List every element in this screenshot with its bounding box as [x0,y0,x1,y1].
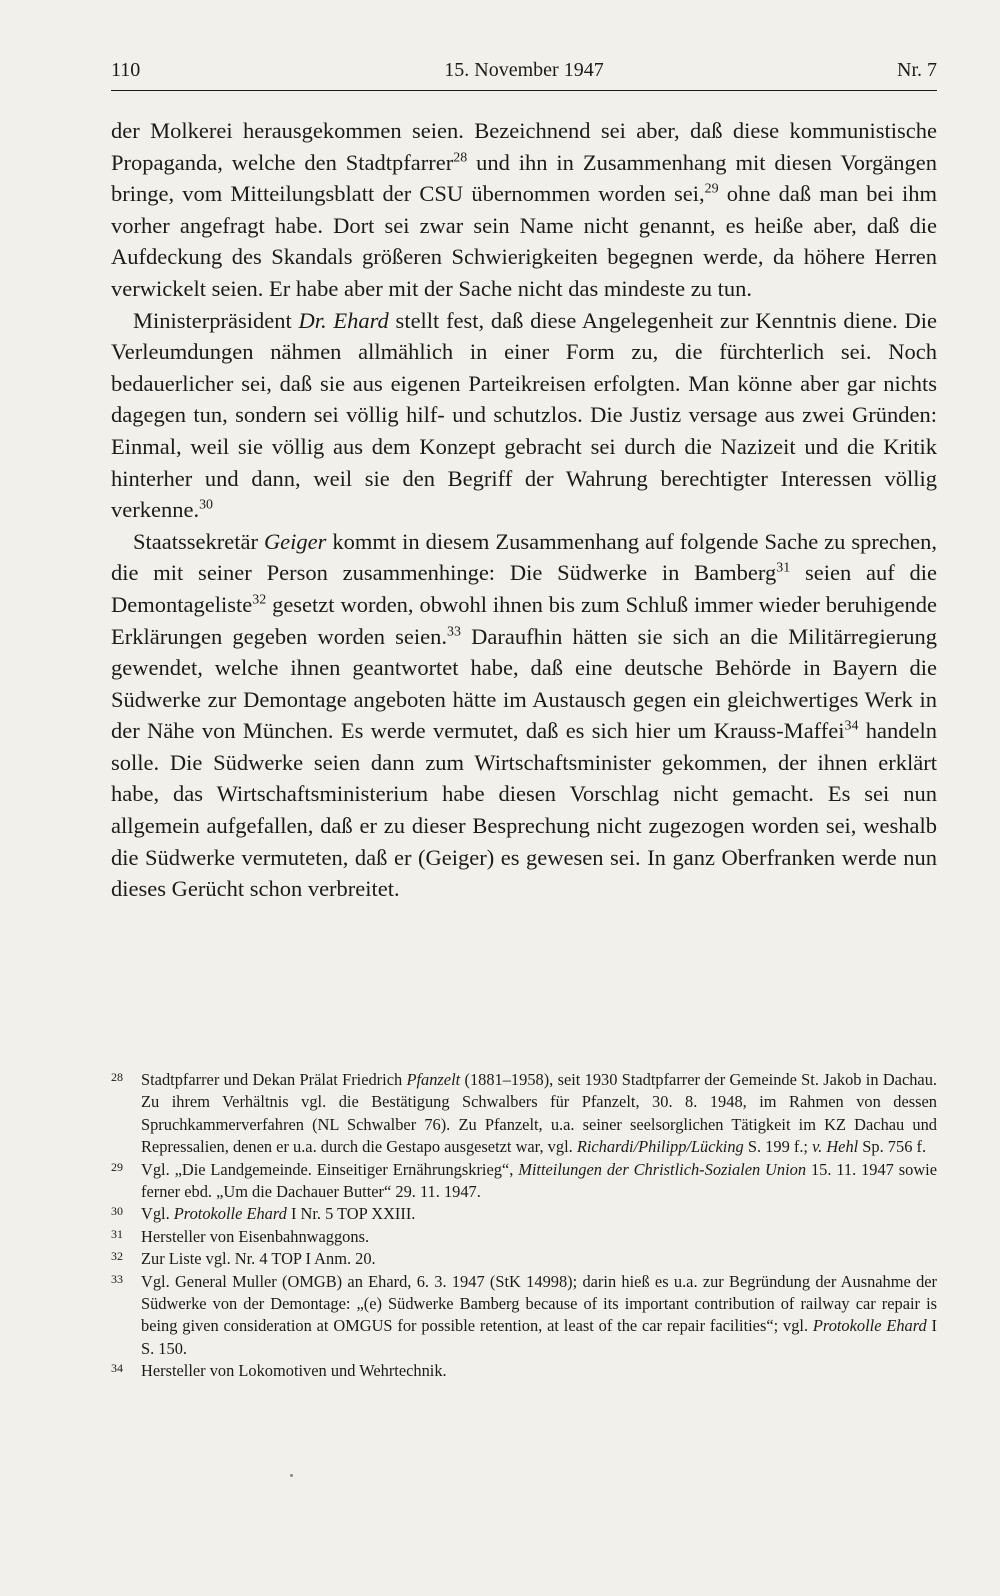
text-run: Daraufhin hätten sie sich an die Militärregierung gewendet, welche ihnen geantwortet habe, daß eine deutsche Behörde in Bayern die Südwerke zur Demontage angeboten hätte im Austausch gegen ein gleichwertiges Werk in der Nähe von München. Es werde vermutet, daß es sich hier um Krauss-Maffei [111,623,937,744]
footnote-number: 32 [111,1249,123,1264]
paragraph-1 [111,115,937,305]
citation-author: v. Hehl [812,1137,859,1157]
text-run: I S. 150. [141,1316,938,1358]
footnote-number: 29 [111,1159,123,1174]
text-run: gesetzt worden, obwohl ihnen bis zum Schluß immer wieder beruhigende Erklärungen gegeben worden seien. [111,591,937,649]
main-text [111,115,937,905]
text-run: kommt in diesem Zusammenhang auf folgende Sache zu sprechen, die mit seiner Person zusammenhinge: Die Südwerke in Bamberg [111,528,937,586]
text-run: Sp. 756 f. [858,1137,927,1157]
footnote-number: 28 [111,1070,123,1084]
text-run: S. 199 f.; [743,1137,813,1157]
text-run: 15. 11. 1947 sowie ferner ebd. „Um die Dachauer Butter“ 29. 11. 1947. [141,1159,938,1202]
text-run: ohne daß man bei ihm vorher angefragt habe. Dort sei zwar sein Name nicht genannt, es heiße aber, daß die Aufdeckung des Skandals größeren Schwierigkeiten begegnen werde, da höhere Herren verwickelt seien. Er habe aber mit der Sache nicht das mindeste zu tun. [111,181,937,301]
text-run: Stadtpfarrer und Dekan Prälat Friedrich [141,1070,407,1089]
text-run: Hersteller von Eisenbahnwaggons. [141,1226,370,1246]
footnote-ref-31: 31 [776,560,791,576]
text-run: Zur Liste vgl. Nr. 4 TOP I Anm. 20. [141,1249,376,1269]
text-run: I Nr. 5 TOP XXIII. [286,1204,416,1224]
paragraph-3 [111,526,937,905]
footnote-number: 30 [111,1204,123,1219]
person-name: Pfanzelt [406,1070,461,1089]
footnote-33 [111,1271,937,1361]
speaker-name: Dr. Ehard [298,307,389,333]
footnote-number: 33 [111,1271,123,1286]
footnote-29 [111,1159,937,1204]
footnote-32 [111,1248,937,1270]
text-run: stellt fest, daß diese Angelegenheit zur Kenntnis diene. Die Verleumdungen nähmen allmählich in einer Form zu, die fürchterlich sei. Noch bedauerlicher sei, daß sie aus eigenen Parteikreisen erfolgten. Man könne aber gar nichts dagegen tun, sondern sei völlig hilf- und schutzlos. Die Justiz versage aus zwei Gründen: Einmal, weil sie völlig aus dem Konzept gebracht sei durch die Nazizeit und die Kritik hinterher und dann, weil sie den Begriff der Wahrung berechtigter Interessen völlig verkenne. [111,307,937,523]
footnote-ref-34: 34 [844,718,859,734]
text-run: Vgl. General Muller (OMGB) an Ehard, 6. 3. 1947 (StK 14998); darin hieß es u.a. zur Begründung der Ausnahme der Südwerke von der Demontage: „(e) Südwerke Bamberg because of its important contribution of railway car repair is being given consideration at OMGUS for possible retention, at least of the car repair facilities“; vgl. [141,1271,937,1336]
footnote-31 [111,1226,937,1248]
text-run: Ministerpräsident [133,307,299,333]
text-run: und ihn in Zusammenhang mit diesen Vorgängen bringe, vom Mitteilungsblatt der CSU übernommen worden sei, [111,149,938,207]
text-run: Staatssekretär [133,528,264,554]
footnote-ref-28: 28 [453,150,468,166]
paper-speck [290,1474,293,1477]
footnote-30 [111,1203,937,1225]
text-run: Vgl. [141,1204,174,1224]
footnote-number: 31 [111,1226,123,1241]
publication-title: Protokolle Ehard [173,1204,287,1224]
text-run: seien auf die Demontageliste [111,560,937,617]
footnote-ref-29: 29 [704,181,719,197]
footnotes [111,1069,937,1383]
paragraph-2 [111,305,937,526]
running-header [111,52,937,88]
header-date: 15. November 1947 [444,59,604,81]
header-rule [111,90,937,91]
text-run: Vgl. „Die Landgemeinde. Einseitiger Ernährungskrieg“, [141,1159,519,1179]
speaker-name: Geiger [263,528,327,554]
page-number: 110 [111,59,141,81]
text-run: der Molkerei herausgekommen seien. Bezeichnend sei aber, daß diese kommunistische Propaganda, welche den Stadtpfarrer [111,118,937,175]
document-page [111,52,937,1552]
publication-title: Mitteilungen der Christlich-Sozialen Union [518,1159,807,1179]
citation-author: Richardi/Philipp/Lücking [576,1137,744,1157]
footnote-ref-33: 33 [447,624,461,639]
publication-title: Protokolle Ehard [812,1316,927,1336]
footnote-ref-30: 30 [199,497,214,513]
issue-number: Nr. 7 [897,59,937,81]
footnote-ref-32: 32 [252,592,267,608]
footnote-28 [111,1069,937,1159]
text-run: Hersteller von Lokomotiven und Wehrtechnik. [141,1361,447,1381]
text-run: (1881–1958), seit 1930 Stadtpfarrer der Gemeinde St. Jakob in Dachau. Zu ihrem Verhältnis vgl. die Bestätigung Schwalbers für Pfanzelt, 30. 8. 1948, im Rahmen von dessen Spruchkammerverfahren (NL Schwalber 76). Zu Pfanzelt, u.a. seiner seelsorglichen Tätigkeit im KZ Dachau und Repressalien, denen er u.a. durch die Gestapo ausgesetzt war, vgl. [141,1070,937,1157]
footnote-number: 34 [111,1361,123,1376]
footnote-34 [111,1360,937,1382]
text-run: handeln solle. Die Südwerke seien dann zum Wirtschaftsminister gekommen, der ihnen erklärt habe, das Wirtschaftsministerium habe diesen Vorschlag nicht gemacht. Es sei nun allgemein aufgefallen, daß er zu dieser Besprechung nicht zugezogen worden sei, weshalb die Südwerke vermuteten, daß er (Geiger) es gewesen sei. In ganz Oberfranken werde nun dieses Gerücht schon verbreitet. [111,718,937,902]
